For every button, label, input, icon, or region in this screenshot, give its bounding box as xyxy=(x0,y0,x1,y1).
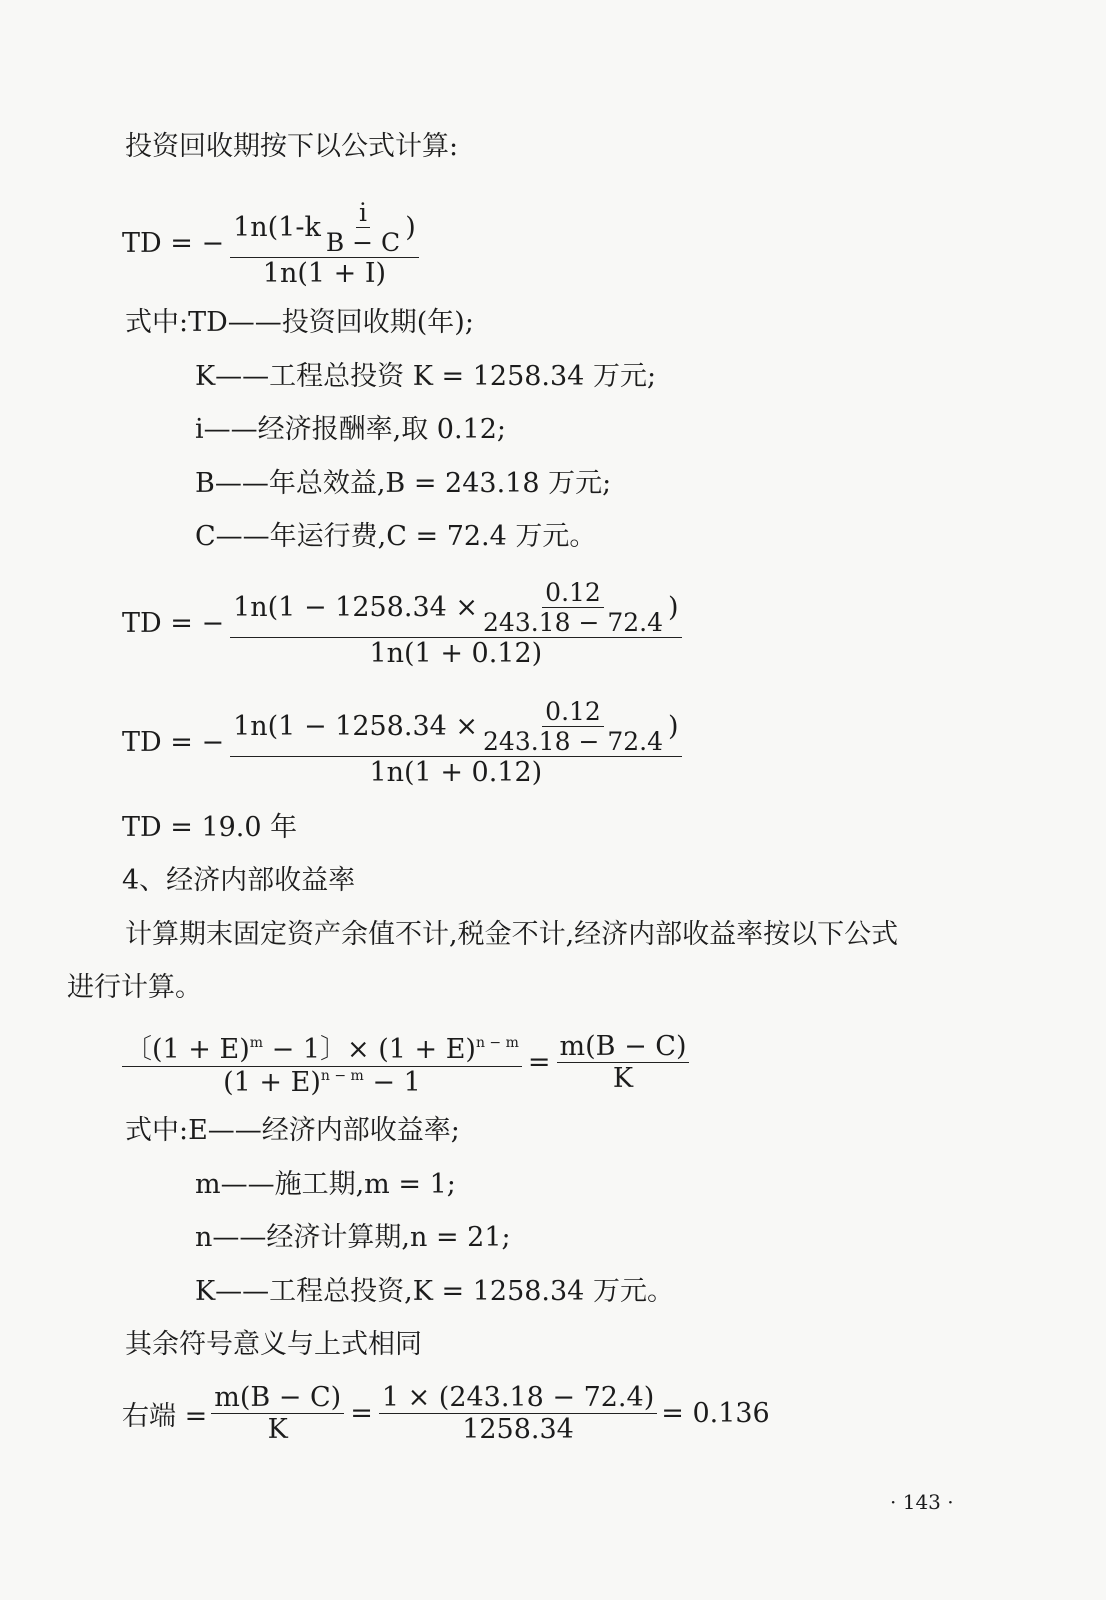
formula-lhs: TD = − xyxy=(122,727,225,758)
definition-k2: K——工程总投资,K = 1258.34 万元。 xyxy=(195,1276,674,1307)
paragraph-line-2: 进行计算。 xyxy=(67,972,202,1003)
formula-lhs: TD = − xyxy=(122,228,225,259)
fraction-2 xyxy=(379,1382,657,1445)
definition-k: K——工程总投资 K = 1258.34 万元; xyxy=(195,361,657,392)
fraction-1 xyxy=(211,1382,344,1445)
inner-fraction xyxy=(323,198,403,257)
formula-lhs: TD = − xyxy=(122,608,225,639)
definition-b: B——年总效益,B = 243.18 万元; xyxy=(195,468,612,499)
formula-payback-repeated xyxy=(122,697,682,788)
formula-numerator xyxy=(230,578,681,638)
fraction-1-denominator: K xyxy=(267,1414,288,1445)
formula-irr xyxy=(122,1027,689,1098)
equals-sign: = xyxy=(527,1047,551,1078)
numerator-suffix: ) xyxy=(668,711,679,742)
formula-fraction xyxy=(230,578,681,669)
intro-text: 投资回收期按下以公式计算: xyxy=(125,131,459,162)
left-numerator: 〔$(1 + E)^m - 1$〕× $(1 + E)^{n - m}$ xyxy=(122,1027,522,1067)
inner-fraction xyxy=(480,697,666,756)
equals-sign: = xyxy=(350,1398,373,1429)
formula-payback-general xyxy=(122,198,419,289)
definition-e: 式中:E——经济内部收益率; xyxy=(125,1115,460,1146)
fraction-2-denominator: 1258.34 xyxy=(462,1414,574,1445)
result-value: = 0.136 xyxy=(661,1398,770,1429)
inner-denominator: 243.18 − 72.4 xyxy=(483,608,663,637)
formula-right-fraction xyxy=(557,1031,690,1094)
inner-numerator: 0.12 xyxy=(542,697,604,727)
numerator-prefix: 1n(1 − 1258.34 × xyxy=(233,711,479,742)
fraction-2-numerator: 1 × (243.18 − 72.4) xyxy=(379,1382,657,1414)
formula-numerator xyxy=(230,198,419,258)
formula-denominator: 1n(1 + I) xyxy=(262,258,387,289)
formula-fraction xyxy=(230,198,419,289)
definition-m: m——施工期,m = 1; xyxy=(195,1169,456,1200)
inner-fraction xyxy=(480,578,666,637)
formula-fraction xyxy=(230,697,681,788)
page-number: · 143 · xyxy=(890,1490,954,1514)
formula-right-side xyxy=(122,1382,770,1445)
numerator-prefix: 1n(1-k xyxy=(233,212,321,243)
definition-td: 式中:TD——投资回收期(年); xyxy=(125,307,474,338)
formula-denominator: 1n(1 + 0.12) xyxy=(369,757,543,788)
right-denominator: K xyxy=(612,1063,634,1094)
formula-left-fraction xyxy=(122,1027,522,1098)
formula-lhs: 右端 = xyxy=(122,1401,208,1432)
inner-numerator: i xyxy=(356,198,370,228)
formula-denominator: 1n(1 + 0.12) xyxy=(369,638,543,669)
result-td: TD = 19.0 年 xyxy=(122,812,298,843)
right-numerator: m(B − C) xyxy=(557,1031,690,1063)
numerator-suffix: ) xyxy=(668,592,679,623)
paragraph-line-1: 计算期末固定资产余值不计,税金不计,经济内部收益率按以下公式 xyxy=(125,919,899,950)
left-denominator: $(1 + E)^{n - m} - 1$ xyxy=(223,1067,421,1098)
definition-n: n——经济计算期,n = 21; xyxy=(195,1222,511,1253)
numerator-suffix: ) xyxy=(405,212,416,243)
fraction-1-numerator: m(B − C) xyxy=(211,1382,344,1414)
numerator-prefix: 1n(1 − 1258.34 × xyxy=(233,592,479,623)
definition-i: i——经济报酬率,取 0.12; xyxy=(195,414,507,445)
formula-payback-substituted xyxy=(122,578,682,669)
rest-symbols-note: 其余符号意义与上式相同 xyxy=(125,1329,422,1360)
formula-numerator xyxy=(230,697,681,757)
inner-numerator: 0.12 xyxy=(542,578,604,608)
definition-c: C——年运行费,C = 72.4 万元。 xyxy=(195,521,597,552)
section-heading: 4、经济内部收益率 xyxy=(122,865,356,896)
inner-denominator: B − C xyxy=(325,228,401,257)
inner-denominator: 243.18 − 72.4 xyxy=(483,727,663,756)
